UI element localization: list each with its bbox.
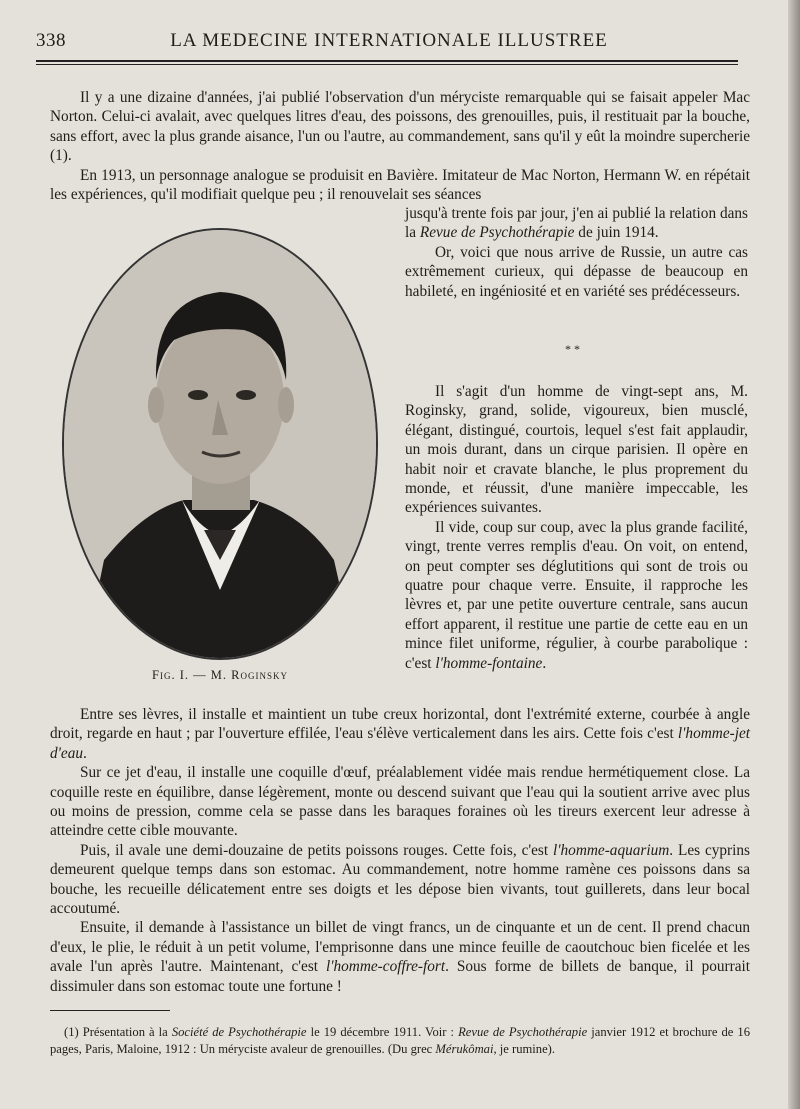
journal-title: LA MEDECINE INTERNATIONALE ILLUSTREE [170,30,608,51]
paragraph-9 [50,918,750,996]
footnote-rule [50,1010,170,1011]
paragraph-6 [50,705,750,763]
right-column-text-2 [405,382,748,673]
header-rule-thick [36,60,738,62]
lower-text [50,705,750,996]
paragraph-4: Il s'agit d'un homme de vingt-sept ans, M. Roginsky, grand, solide, vigoureux, bien musclé, élégant, distingué, courtois, lequel s'est fait applaudir, un mois durant, dans un cirque parisien. Il opère en habit noir et cravate blanche, le plus proprement du monde, et réussit, d'une manière impeccable, les expériences suivantes. [405,383,748,517]
text-span: Ensuite, il demande à l'assistance un billet de vingt francs, un de cinquante et un de cent. Il prend chacun d'eux, le plie, le réduit à un petit volume, l'emprisonne dans une mince feuille de caoutchouc bien ficelée et les avale l'un après l'autre. Maintenant, c'est [50,919,750,976]
text-span: . [542,654,547,672]
text-span: le 19 décembre 1911. Voir : [306,1025,459,1039]
text-span: . [83,744,87,762]
portrait-illustration [64,230,376,658]
right-column-text-1 [405,204,748,301]
emphasis-term: l'homme-aquarium [553,841,670,859]
text-span: janvier 1912 et brochure de 16 pages, Paris, Maloine, 1912 : Un méryciste avaleur de grenouilles. (Du grec [50,1025,750,1056]
intro-text [50,88,750,204]
running-header [36,30,742,52]
paragraph-8 [50,841,750,919]
footnote-text [50,1024,750,1058]
figure-caption: Fig. I. — M. Roginsky [152,668,288,682]
text-span: , je rumine). [493,1042,556,1056]
journal-reference: Revue de Psychothérapie [419,224,575,242]
page-edge [788,0,800,1109]
text-span: Entre ses lèvres, il installe et maintient un tube creux horizontal, dont l'extrémité externe, courbée à angle droit, regarde en haut ; par l'ouverture effilée, l'eau s'élève verticalement dans les airs. Cette fois c'est [50,706,750,743]
page-number: 338 [36,30,66,51]
paragraph-7: Sur ce jet d'eau, il installe une coquille d'œuf, préalablement vidée mais rendue hermétiquement close. La coquille reste en équilibre, danse légèrement, monte ou descend suivant que l'eau qui la soutient arrive avec plus ou moins de pression, comme cela se passe dans les baraques foraines où les tireurs exercent leur adresse à atteindre cette cible mouvante. [50,764,750,840]
journal-reference: Revue de Psychothérapie [458,1025,588,1039]
emphasis-term: l'homme-fontaine [435,654,543,672]
text-span: de juin 1914. [574,224,659,242]
text-span: (1) Présentation à la [64,1025,172,1039]
text-span: . Les cyprins demeurent quelque temps dans son estomac. Au commandement, notre homme ramène ces poissons dans sa bouche, les recueille délicatement entre ses doigts et les dépose bien vivants, tout guillerets, dans leur bocal accoutumé. [50,841,751,918]
section-asterism: * * [565,342,580,356]
greek-term: Mérukômai [435,1042,494,1056]
text-span: Il vide, coup sur coup, avec la plus grande facilité, vingt, trente verres remplis d'eau. On voit, on entend, on peut compter ses déglutitions qui sont de trois ou quatre pour chaque verre. Ensuite, il rapproche les lèvres et, par une petite ouverture centrale, sans aucun effort apparent, il restitue une partie de cette eau en un mince filet uniforme, régulier, à courbe parabolique : c'est [405,518,748,672]
text-span: . Sous forme de billets de banque, il pourrait dissimuler dans son estomac toute une fortune ! [50,958,750,995]
text-span: Puis, il avale une demi-douzaine de petits poissons rouges. Cette fois, c'est [80,841,553,859]
paragraph-2-continued [405,204,748,243]
paragraph-1: Il y a une dizaine d'années, j'ai publié l'observation d'un méryciste remarquable qui se faisait appeler Mac Norton. Celui-ci avalait, avec quelques litres d'eau, des poissons, des grenouilles, puis, il restituait par la bouche, sans effort, avec la plus grande aisance, l'un ou l'autre, au commandement, sans qu'il y eût la moindre supercherie (1). [50,89,750,165]
emphasis-term: l'homme-coffre-fort [325,958,446,976]
emphasis-term: l'homme-jet d'eau [50,725,750,762]
paragraph-3: Or, voici que nous arrive de Russie, un autre cas extrêmement curieux, qui dépasse de beaucoup en habileté, en ingéniosité et en variété ses prédécesseurs. [405,243,748,300]
paragraph-5 [405,518,748,673]
society-name: Société de Psychothérapie [171,1025,307,1039]
paragraph-2-start: En 1913, un personnage analogue se produisit en Bavière. Imitateur de Mac Norton, Hermann W. en répétait les expériences, qu'il modifiait quelque peu ; il renouvelait ses séances [50,166,750,204]
footnote [50,1024,750,1058]
portrait-photo [62,228,378,660]
text-span: jusqu'à trente fois par jour, j'en ai publié la relation dans la [405,205,748,242]
header-rule-thin [36,64,738,65]
